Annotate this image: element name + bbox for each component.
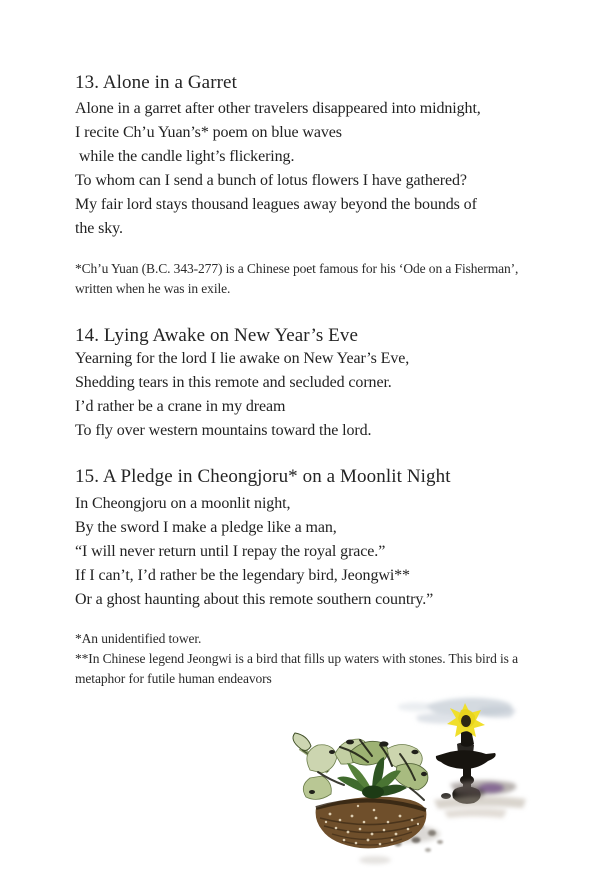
poem-13-footnote [75,259,518,299]
plant [293,733,428,800]
poem-15-footnote [75,629,518,689]
footnote-line: metaphor for futile human endeavors [75,671,272,686]
poem-13-body [75,97,481,241]
poem-line: while the candle light’s flickering. [75,148,295,165]
poem-15-title: 15. A Pledge in Cheongjoru* on a Moonlit Night [75,466,451,487]
poem-line: In Cheongjoru on a moonlit night, [75,495,291,512]
ground-wash [434,796,526,818]
ink-painting-illustration [280,692,605,877]
poem-13-title: 13. Alone in a Garret [75,72,237,93]
poem-15-body [75,492,433,612]
footnote-line: written when he was in exile. [75,281,231,296]
poem-line: “I will never return until I repay the royal grace.” [75,543,386,560]
poem-line: By the sword I make a pledge like a man, [75,519,337,536]
poem-line: I’d rather be a crane in my dream [75,398,286,415]
poem-line: Yearning for the lord I lie awake on New Year’s Eve, [75,350,410,367]
poem-line: Alone in a garret after other travelers disappeared into midnight, [75,100,481,117]
poem-line: I recite Ch’u Yuan’s* poem on blue waves [75,124,342,141]
poem-line: If I can’t, I’d rather be the legendary bird, Jeongwi** [75,567,410,584]
poem-14-title: 14. Lying Awake on New Year’s Eve [75,325,359,346]
footnote-line: *Ch’u Yuan (B.C. 343-277) is a Chinese poet famous for his ‘Ode on a Fisherman’, [75,261,519,276]
poem-line: My fair lord stays thousand leagues away beyond the bounds of [75,196,477,213]
poem-line: To fly over western mountains toward the lord. [75,422,372,439]
candle-shadow [450,780,516,799]
poem-14-body [75,347,409,443]
footnote-line: *An unidentified tower. [75,631,202,646]
poem-line: Shedding tears in this remote and secluded corner. [75,374,392,391]
poem-line: To whom can I send a bunch of lotus flowers I have gathered? [75,172,467,189]
footnote-line: **In Chinese legend Jeongwi is a bird that fills up waters with stones. This bird is a [75,651,518,666]
poem-line: Or a ghost haunting about this remote southern country.” [75,591,434,608]
poem-line: the sky. [75,220,123,237]
